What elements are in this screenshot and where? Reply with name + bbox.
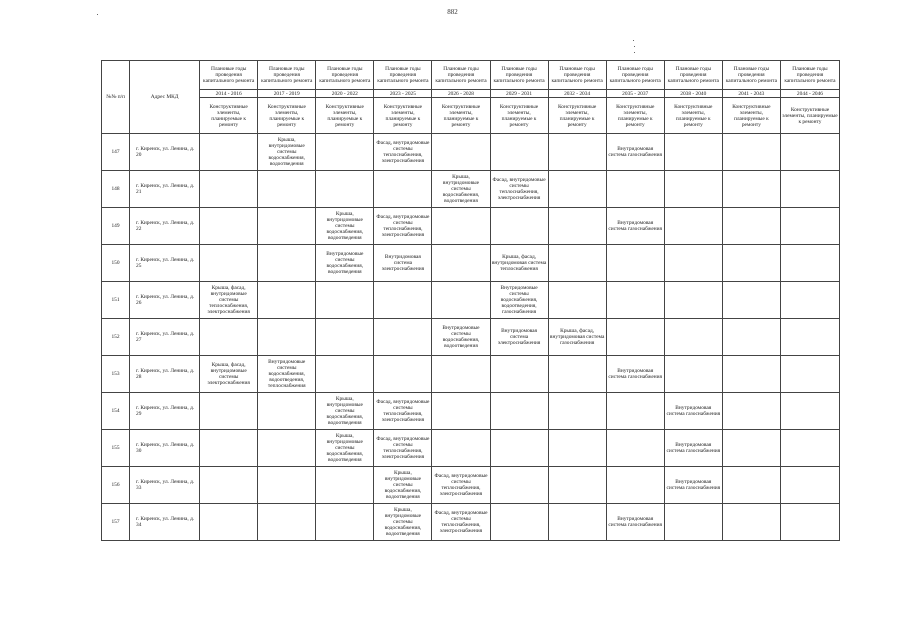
repair-elements-cell (200, 245, 258, 282)
repair-elements-cell (548, 134, 606, 171)
table-row (102, 393, 840, 430)
column-header-elements: Конструктивные элементы, планируемые к ремонту (490, 98, 548, 134)
column-header-period-label: Плановые годы проведения капитального ремонта (664, 61, 722, 90)
address-cell: г. Киренск, ул. Ленина, д. 27 (130, 319, 200, 356)
repair-elements-cell: Фасад, внутридомовые системы теплоснабжения, электроснабжения (374, 208, 432, 245)
repair-elements-cell (432, 430, 490, 467)
repair-elements-cell: Крыша, внутридомовые системы водоснабжения, водоотведения (374, 467, 432, 504)
repair-elements-cell (606, 171, 664, 208)
repair-elements-cell (722, 430, 780, 467)
repair-elements-cell: Внутридомовая система электроснабжения (490, 319, 548, 356)
column-header-period-label: Плановые годы проведения капитального ремонта (548, 61, 606, 90)
repair-elements-cell: Крыша, внутридомовые системы водоснабжения, водоотведения (374, 504, 432, 541)
column-header-period-label: Плановые годы проведения капитального ремонта (432, 61, 490, 90)
column-header-elements: Конструктивные элементы, планируемые к ремонту (548, 98, 606, 134)
repair-elements-cell (548, 467, 606, 504)
repair-elements-cell (432, 282, 490, 319)
table-row (102, 430, 840, 467)
repair-elements-cell (548, 430, 606, 467)
repair-elements-cell (200, 208, 258, 245)
column-header-period-years: 2020 - 2022 (316, 90, 374, 98)
repair-elements-cell (722, 245, 780, 282)
row-number-cell: 157 (102, 504, 130, 541)
address-cell: г. Киренск, ул. Ленина, д. 22 (130, 208, 200, 245)
column-header-period-years: 2035 - 2037 (606, 90, 664, 98)
repair-elements-cell (432, 245, 490, 282)
repair-elements-cell (374, 282, 432, 319)
repair-elements-cell (316, 319, 374, 356)
repair-elements-cell: Крыша, фасад, внутридомовая система газоснабжения (548, 319, 606, 356)
repair-elements-cell (664, 504, 722, 541)
repair-elements-cell: Крыша, внутридомовые системы водоснабжения, водоотведения (316, 208, 374, 245)
column-header-elements: Конструктивные элементы, планируемые к ремонту (258, 98, 316, 134)
repair-elements-cell (200, 134, 258, 171)
repair-elements-cell (200, 430, 258, 467)
address-cell: г. Киренск, ул. Ленина, д. 28 (130, 356, 200, 393)
column-header-period-years: 2017 - 2019 (258, 90, 316, 98)
repair-elements-cell (258, 319, 316, 356)
row-number-cell: 154 (102, 393, 130, 430)
repair-elements-cell (316, 467, 374, 504)
table-body (102, 134, 840, 541)
repair-elements-cell: Внутридомовая система электроснабжения (374, 245, 432, 282)
repair-elements-cell (200, 171, 258, 208)
repair-elements-cell (200, 467, 258, 504)
repair-elements-cell: Внутридомовая система газоснабжения (606, 356, 664, 393)
address-cell: г. Киренск, ул. Ленина, д. 26 (130, 282, 200, 319)
repair-elements-cell (722, 208, 780, 245)
column-header-address: Адрес МКД (130, 61, 200, 134)
scan-speck (634, 52, 635, 53)
address-cell: г. Киренск, ул. Ленина, д. 29 (130, 393, 200, 430)
repair-elements-cell (780, 208, 839, 245)
address-cell: г. Киренск, ул. Ленина, д. 20 (130, 134, 200, 171)
column-header-elements: Конструктивные элементы, планируемые к ремонту (316, 98, 374, 134)
table-row (102, 245, 840, 282)
repair-elements-cell (664, 171, 722, 208)
repair-elements-cell (722, 504, 780, 541)
row-number-cell: 149 (102, 208, 130, 245)
repair-elements-cell (490, 430, 548, 467)
row-number-cell: 153 (102, 356, 130, 393)
repair-elements-cell: Внутридомовая система газоснабжения (606, 208, 664, 245)
repair-elements-cell (432, 208, 490, 245)
repair-elements-cell (490, 208, 548, 245)
table-row (102, 171, 840, 208)
table-row (102, 467, 840, 504)
repair-elements-cell (606, 282, 664, 319)
repair-elements-cell: Внутридомовая система газоснабжения (664, 467, 722, 504)
repair-elements-cell: Внутридомовые системы водоснабжения, водоотведения (432, 319, 490, 356)
repair-elements-cell (432, 134, 490, 171)
repair-elements-cell (780, 319, 839, 356)
repair-elements-cell (548, 356, 606, 393)
repair-elements-cell (722, 356, 780, 393)
repair-elements-cell: Крыша, внутридомовые системы водоснабжения, водоотведения (258, 134, 316, 171)
repair-elements-cell (548, 504, 606, 541)
column-header-elements: Конструктивные элементы, планируемые к ремонту (200, 98, 258, 134)
table-header (102, 61, 840, 134)
repair-elements-cell: Фасад, внутридомовые системы теплоснабжения, электроснабжения (374, 393, 432, 430)
repair-elements-cell (490, 504, 548, 541)
repair-elements-cell (780, 171, 839, 208)
row-number-cell: 150 (102, 245, 130, 282)
repair-elements-cell: Крыша, внутридомовые системы водоснабжения, водоотведения (432, 171, 490, 208)
repair-elements-cell (258, 282, 316, 319)
repair-elements-cell (722, 393, 780, 430)
repair-elements-cell (432, 393, 490, 430)
repair-elements-cell (548, 282, 606, 319)
repair-elements-cell: Внутридомовая система газоснабжения (606, 504, 664, 541)
repair-elements-cell: Внутридомовая система газоснабжения (606, 134, 664, 171)
scan-speck (633, 40, 634, 41)
repair-elements-cell (258, 208, 316, 245)
column-header-elements: Конструктивные элементы, планируемые к ремонту (722, 98, 780, 134)
repair-elements-cell (432, 356, 490, 393)
address-cell: г. Киренск, ул. Ленина, д. 21 (130, 171, 200, 208)
repair-elements-cell (258, 171, 316, 208)
table-row (102, 319, 840, 356)
column-header-period-label: Плановые годы проведения капитального ремонта (316, 61, 374, 90)
row-number-cell: 147 (102, 134, 130, 171)
repair-elements-cell (606, 245, 664, 282)
repair-elements-cell (780, 245, 839, 282)
column-header-period-label: Плановые годы проведения капитального ремонта (780, 61, 839, 90)
repair-elements-cell: Фасад, внутридомовые системы теплоснабжения, электроснабжения (490, 171, 548, 208)
repair-elements-cell (780, 282, 839, 319)
repair-elements-cell (606, 319, 664, 356)
repair-elements-cell (780, 504, 839, 541)
repair-elements-cell (722, 134, 780, 171)
repair-elements-cell: Крыша, фасад, внутридомовые системы электроснабжения (200, 356, 258, 393)
repair-elements-cell (664, 134, 722, 171)
address-cell: г. Киренск, ул. Ленина, д. 33 (130, 467, 200, 504)
repair-elements-cell (548, 245, 606, 282)
row-number-cell: 152 (102, 319, 130, 356)
table-row (102, 504, 840, 541)
column-header-period-years: 2023 - 2025 (374, 90, 432, 98)
column-header-period-label: Плановые годы проведения капитального ремонта (200, 61, 258, 90)
repair-elements-cell: Крыша, внутридомовые системы водоснабжения, водоотведения (316, 430, 374, 467)
repair-elements-cell: Фасад, внутридомовые системы теплоснабжения, электроснабжения (374, 430, 432, 467)
column-header-period-years: 2014 - 2016 (200, 90, 258, 98)
repair-elements-cell (316, 134, 374, 171)
column-header-elements: Конструктивные элементы, планируемые к ремонту (432, 98, 490, 134)
repair-elements-cell: Внутридомовые системы водоснабжения, водоотведения, теплоснабжения (258, 356, 316, 393)
repair-elements-cell (200, 393, 258, 430)
repair-elements-cell: Внутридомовая система газоснабжения (664, 393, 722, 430)
column-header-elements: Конструктивные элементы, планируемые к ремонту (374, 98, 432, 134)
repair-elements-cell (316, 282, 374, 319)
column-header-period-years: 2026 - 2028 (432, 90, 490, 98)
column-header-period-label: Плановые годы проведения капитального ремонта (722, 61, 780, 90)
repair-elements-cell (258, 504, 316, 541)
repair-elements-cell (258, 467, 316, 504)
repair-elements-cell (780, 430, 839, 467)
repair-elements-cell (316, 356, 374, 393)
repair-elements-cell (548, 393, 606, 430)
row-number-cell: 156 (102, 467, 130, 504)
repair-elements-cell (664, 356, 722, 393)
repair-elements-cell (258, 245, 316, 282)
repair-schedule-table (101, 60, 840, 541)
repair-elements-cell (606, 430, 664, 467)
row-number-cell: 148 (102, 171, 130, 208)
scan-speck (97, 14, 98, 15)
repair-elements-cell (722, 467, 780, 504)
address-cell: г. Киренск, ул. Ленина, д. 30 (130, 430, 200, 467)
repair-elements-cell (374, 356, 432, 393)
repair-elements-cell (200, 504, 258, 541)
repair-elements-cell: Фасад, внутридомовые системы теплоснабжения, электроснабжения (374, 134, 432, 171)
repair-elements-cell (374, 319, 432, 356)
repair-elements-cell (780, 393, 839, 430)
column-header-period-years: 2032 - 2034 (548, 90, 606, 98)
column-header-period-years: 2029 - 2031 (490, 90, 548, 98)
repair-elements-cell (722, 282, 780, 319)
column-header-elements: Конструктивные элементы, планируемые к ремонту (780, 98, 839, 134)
page-number: 882 (447, 8, 458, 16)
repair-elements-cell: Крыша, внутридомовые системы водоснабжения, водоотведения (316, 393, 374, 430)
column-header-period-years: 2044 - 2046 (780, 90, 839, 98)
repair-elements-cell (548, 208, 606, 245)
repair-elements-cell (780, 134, 839, 171)
repair-elements-cell: Внутридомовые системы водоснабжения, водоотведения (316, 245, 374, 282)
repair-elements-cell (374, 171, 432, 208)
table-row (102, 208, 840, 245)
repair-elements-cell: Крыша, фасад, внутридомовые системы теплоснабжения, электроснабжения (200, 282, 258, 319)
column-header-period-label: Плановые годы проведения капитального ремонта (258, 61, 316, 90)
repair-elements-cell: Внутридомовая система газоснабжения (664, 430, 722, 467)
repair-elements-cell (316, 504, 374, 541)
address-cell: г. Киренск, ул. Ленина, д. 34 (130, 504, 200, 541)
column-header-number: №№ п/п (102, 61, 130, 134)
repair-elements-cell (316, 171, 374, 208)
table-row (102, 356, 840, 393)
repair-elements-cell (664, 245, 722, 282)
repair-elements-cell: Фасад, внутридомовые системы теплоснабжения, электроснабжения (432, 467, 490, 504)
table-row (102, 282, 840, 319)
repair-elements-cell (490, 356, 548, 393)
repair-elements-cell (664, 282, 722, 319)
column-header-elements: Конструктивные элементы, планируемые к ремонту (606, 98, 664, 134)
column-header-elements: Конструктивные элементы, планируемые к ремонту (664, 98, 722, 134)
row-number-cell: 155 (102, 430, 130, 467)
repair-elements-cell (722, 171, 780, 208)
repair-elements-cell (722, 319, 780, 356)
repair-elements-cell (664, 319, 722, 356)
repair-elements-cell: Фасад, внутридомовые системы теплоснабжения, электроснабжения (432, 504, 490, 541)
column-header-period-years: 2041 - 2043 (722, 90, 780, 98)
scan-speck (634, 46, 635, 47)
table-row (102, 134, 840, 171)
repair-elements-cell (548, 171, 606, 208)
address-cell: г. Киренск, ул. Ленина, д. 25 (130, 245, 200, 282)
column-header-period-label: Плановые годы проведения капитального ремонта (606, 61, 664, 90)
repair-elements-cell: Крыша, фасад, внутридомовая система теплоснабжения (490, 245, 548, 282)
repair-elements-cell (664, 208, 722, 245)
repair-elements-cell (200, 319, 258, 356)
column-header-period-label: Плановые годы проведения капитального ремонта (490, 61, 548, 90)
repair-elements-cell (490, 134, 548, 171)
repair-elements-cell (258, 393, 316, 430)
repair-elements-cell (258, 430, 316, 467)
repair-elements-cell (780, 356, 839, 393)
repair-elements-cell (606, 467, 664, 504)
repair-elements-cell (490, 393, 548, 430)
repair-elements-cell: Внутридомовые системы водоснабжения, водоотведения, газоснабжения (490, 282, 548, 319)
repair-elements-cell (780, 467, 839, 504)
column-header-period-label: Плановые годы проведения капитального ремонта (374, 61, 432, 90)
row-number-cell: 151 (102, 282, 130, 319)
repair-elements-cell (490, 467, 548, 504)
column-header-period-years: 2038 - 2040 (664, 90, 722, 98)
repair-elements-cell (606, 393, 664, 430)
